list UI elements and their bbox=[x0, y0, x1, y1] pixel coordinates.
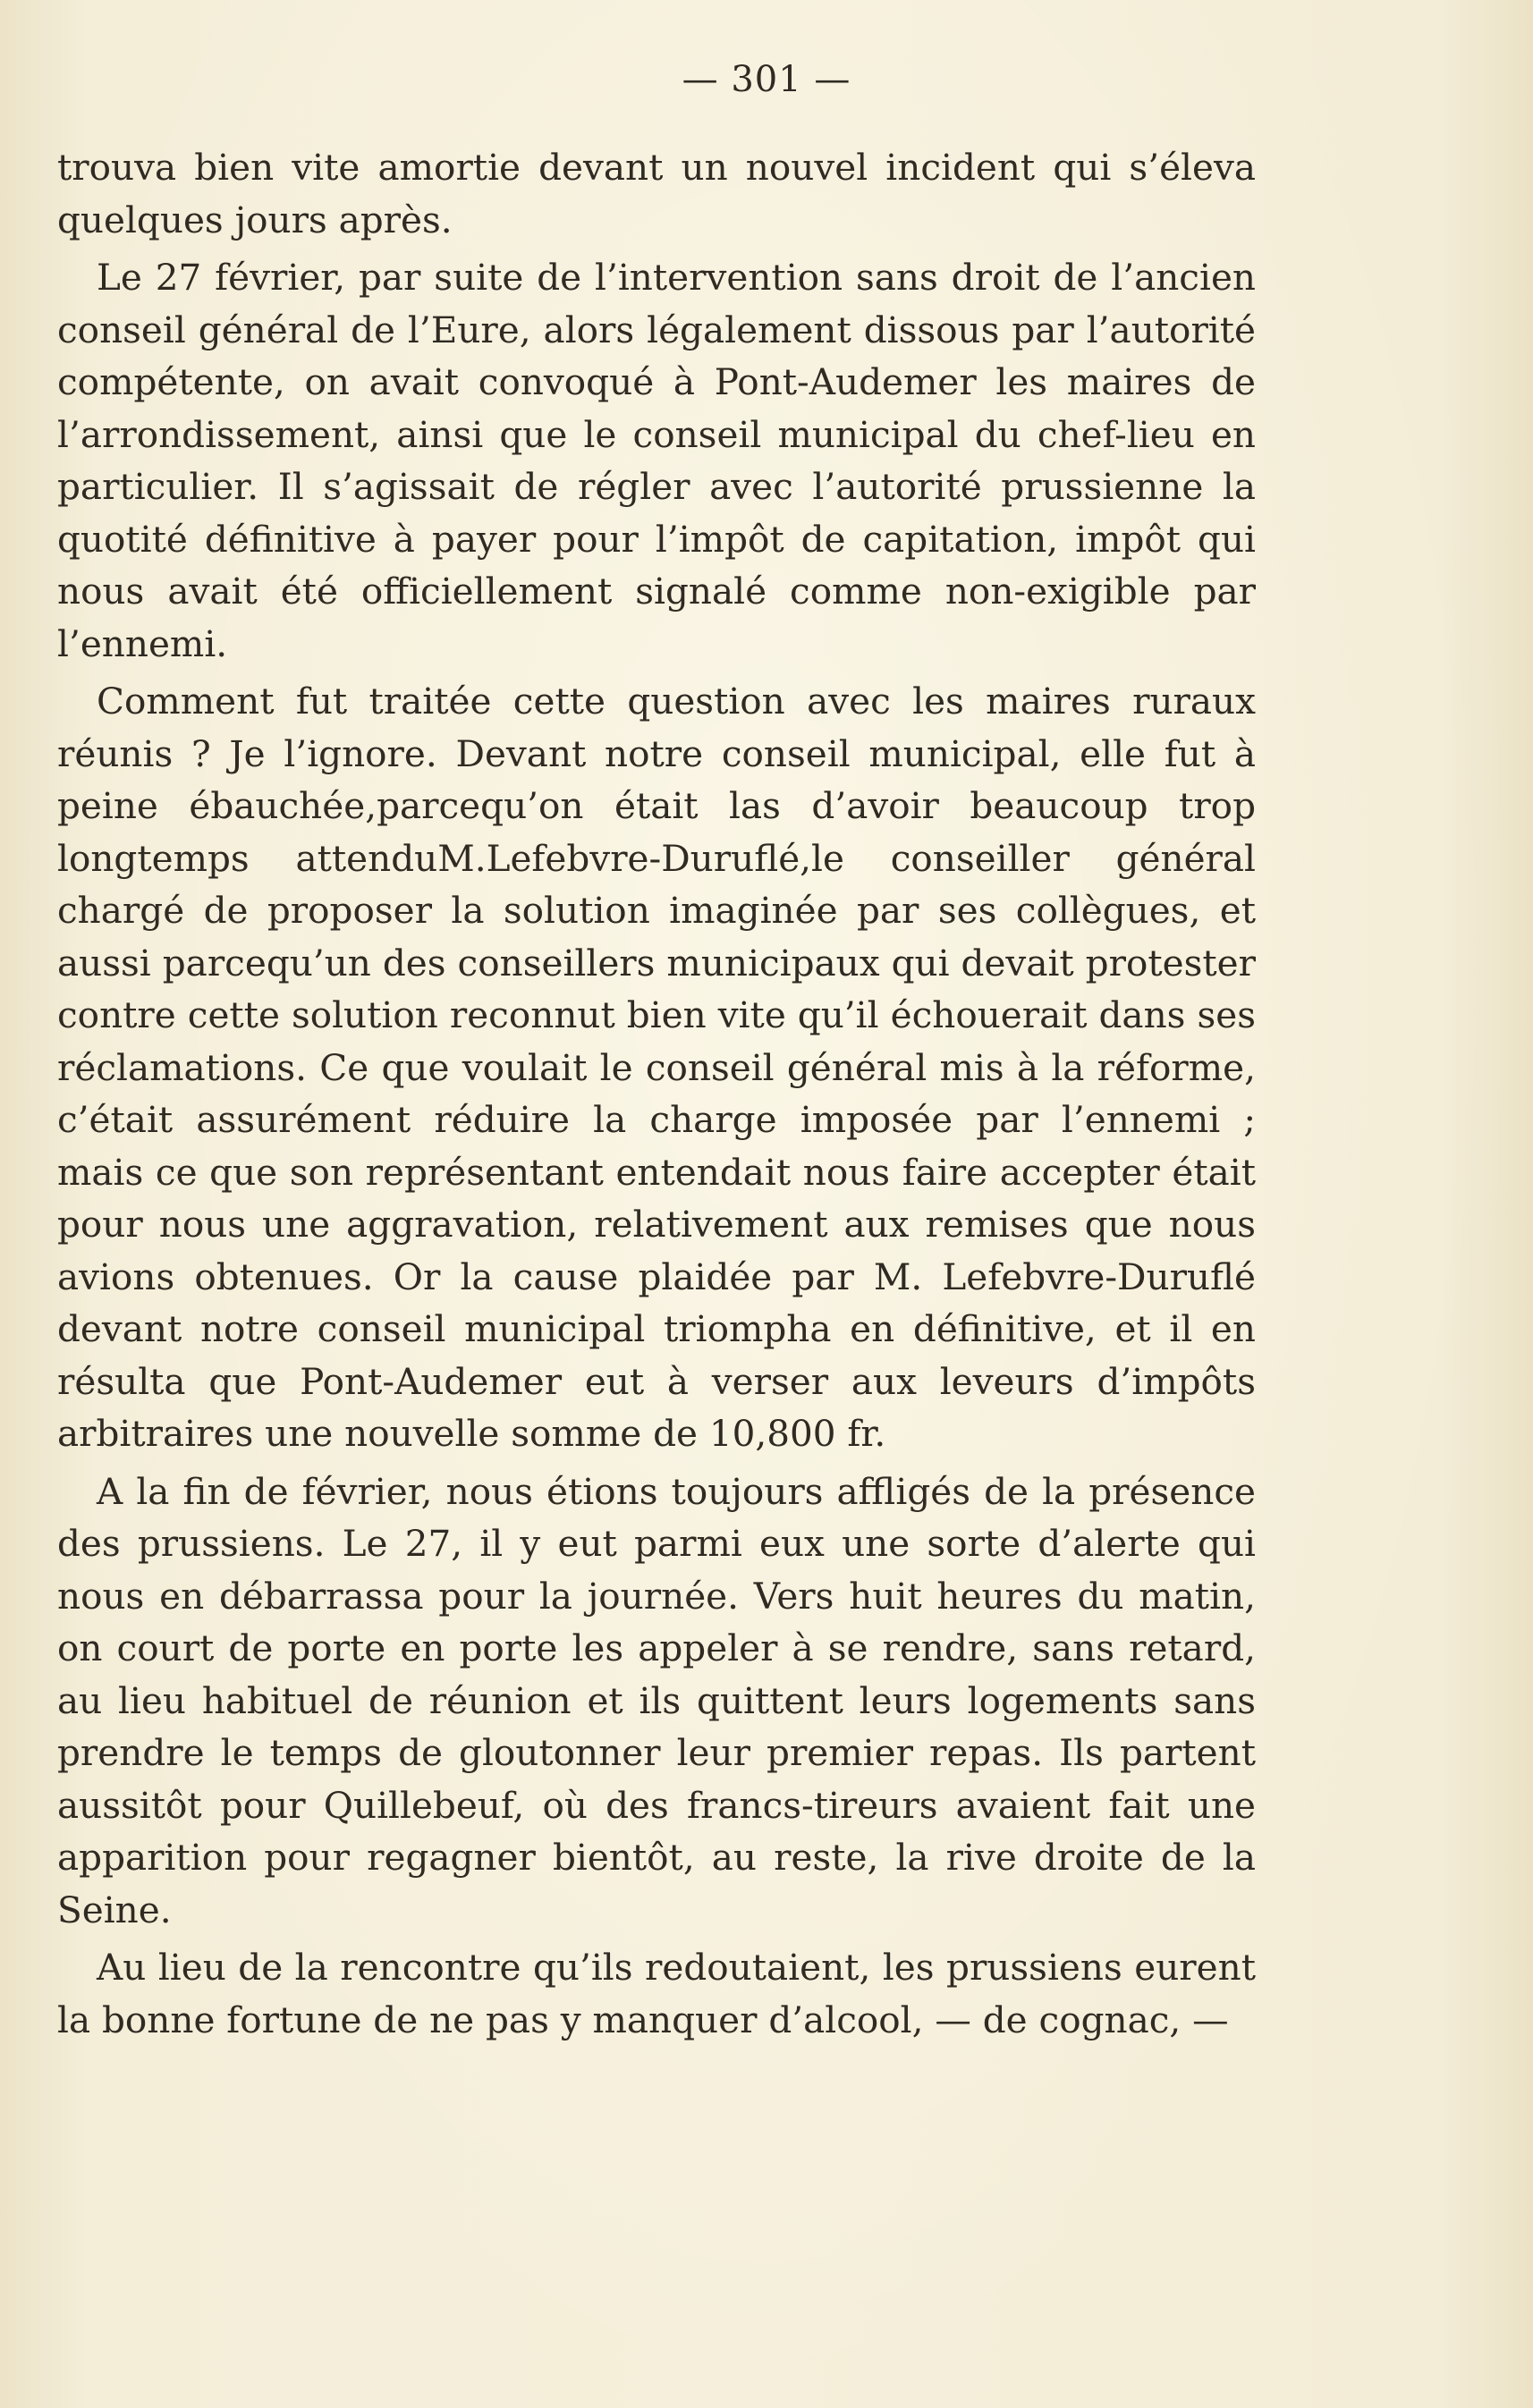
paragraph: A la fin de février, nous étions toujours affligés de la présence des prussiens. Le 27, il y eut parmi eux une sorte d’alerte qui nous en débarrassa pour la journée. Vers huit heures du matin, on court de porte en porte les appeler à se rendre, sans retard, au lieu habituel de réunion et ils quittent leurs logements sans prendre le temps de gloutonner leur premier repas. Ils partent aussitôt pour Quillebeuf, où des francs-tireurs avaient fait une apparition pour regagner bientôt, au reste, la rive droite de la Seine. bbox=[57, 1469, 1256, 1931]
body-text bbox=[57, 141, 1256, 2051]
paragraph: trouva bien vite amortie devant un nouvel incident qui s’éleva quelques jours après. bbox=[57, 146, 1256, 241]
paragraph: Au lieu de la rencontre qu’ils redoutaient, les prussiens eurent la bonne fortune de ne pas y manquer d’alcool, — de cognac, — bbox=[57, 1946, 1256, 2041]
page-number: — 301 — bbox=[682, 59, 851, 100]
paragraph: Comment fut traitée cette question avec les maires ruraux réunis ? Je l’ignore. Devant notre conseil municipal, elle fut à peine ébauchée,parcequ’on était las d’avoir beaucoup trop longtemps attenduM.Lefebvre-Duruflé,le conseiller général chargé de proposer la solution imaginée par ses collègues, et aussi parcequ’un des conseillers municipaux qui devait protester contre cette solution reconnut bien vite qu’il échouerait dans ses réclamations. Ce que voulait le conseil général mis à la réforme, c’était assurément réduire la charge imposée par l’ennemi ; mais ce que son représentant entendait nous faire accepter était pour nous une aggravation, relativement aux remises que nous avions obtenues. Or la cause plaidée par M. Lefebvre-Duruflé devant notre conseil municipal triompha en définitive, et il en résulta que Pont-Audemer eut à verser aux leveurs d’impôts arbitraires une nouvelle somme de 10,800 fr. bbox=[57, 680, 1256, 1455]
paragraph: Le 27 février, par suite de l’intervention sans droit de l’ancien conseil général de l’Eure, alors légalement dissous par l’autorité compétente, on avait convoqué à Pont-Audemer les maires de l’arrondissement, ainsi que le conseil municipal du chef-lieu en particulier. Il s’agissait de régler avec l’autorité prussienne la quotité définitive à payer pour l’impôt de capitation, impôt qui nous avait été officiellement signalé comme non-exigible par l’ennemi. bbox=[57, 256, 1256, 665]
